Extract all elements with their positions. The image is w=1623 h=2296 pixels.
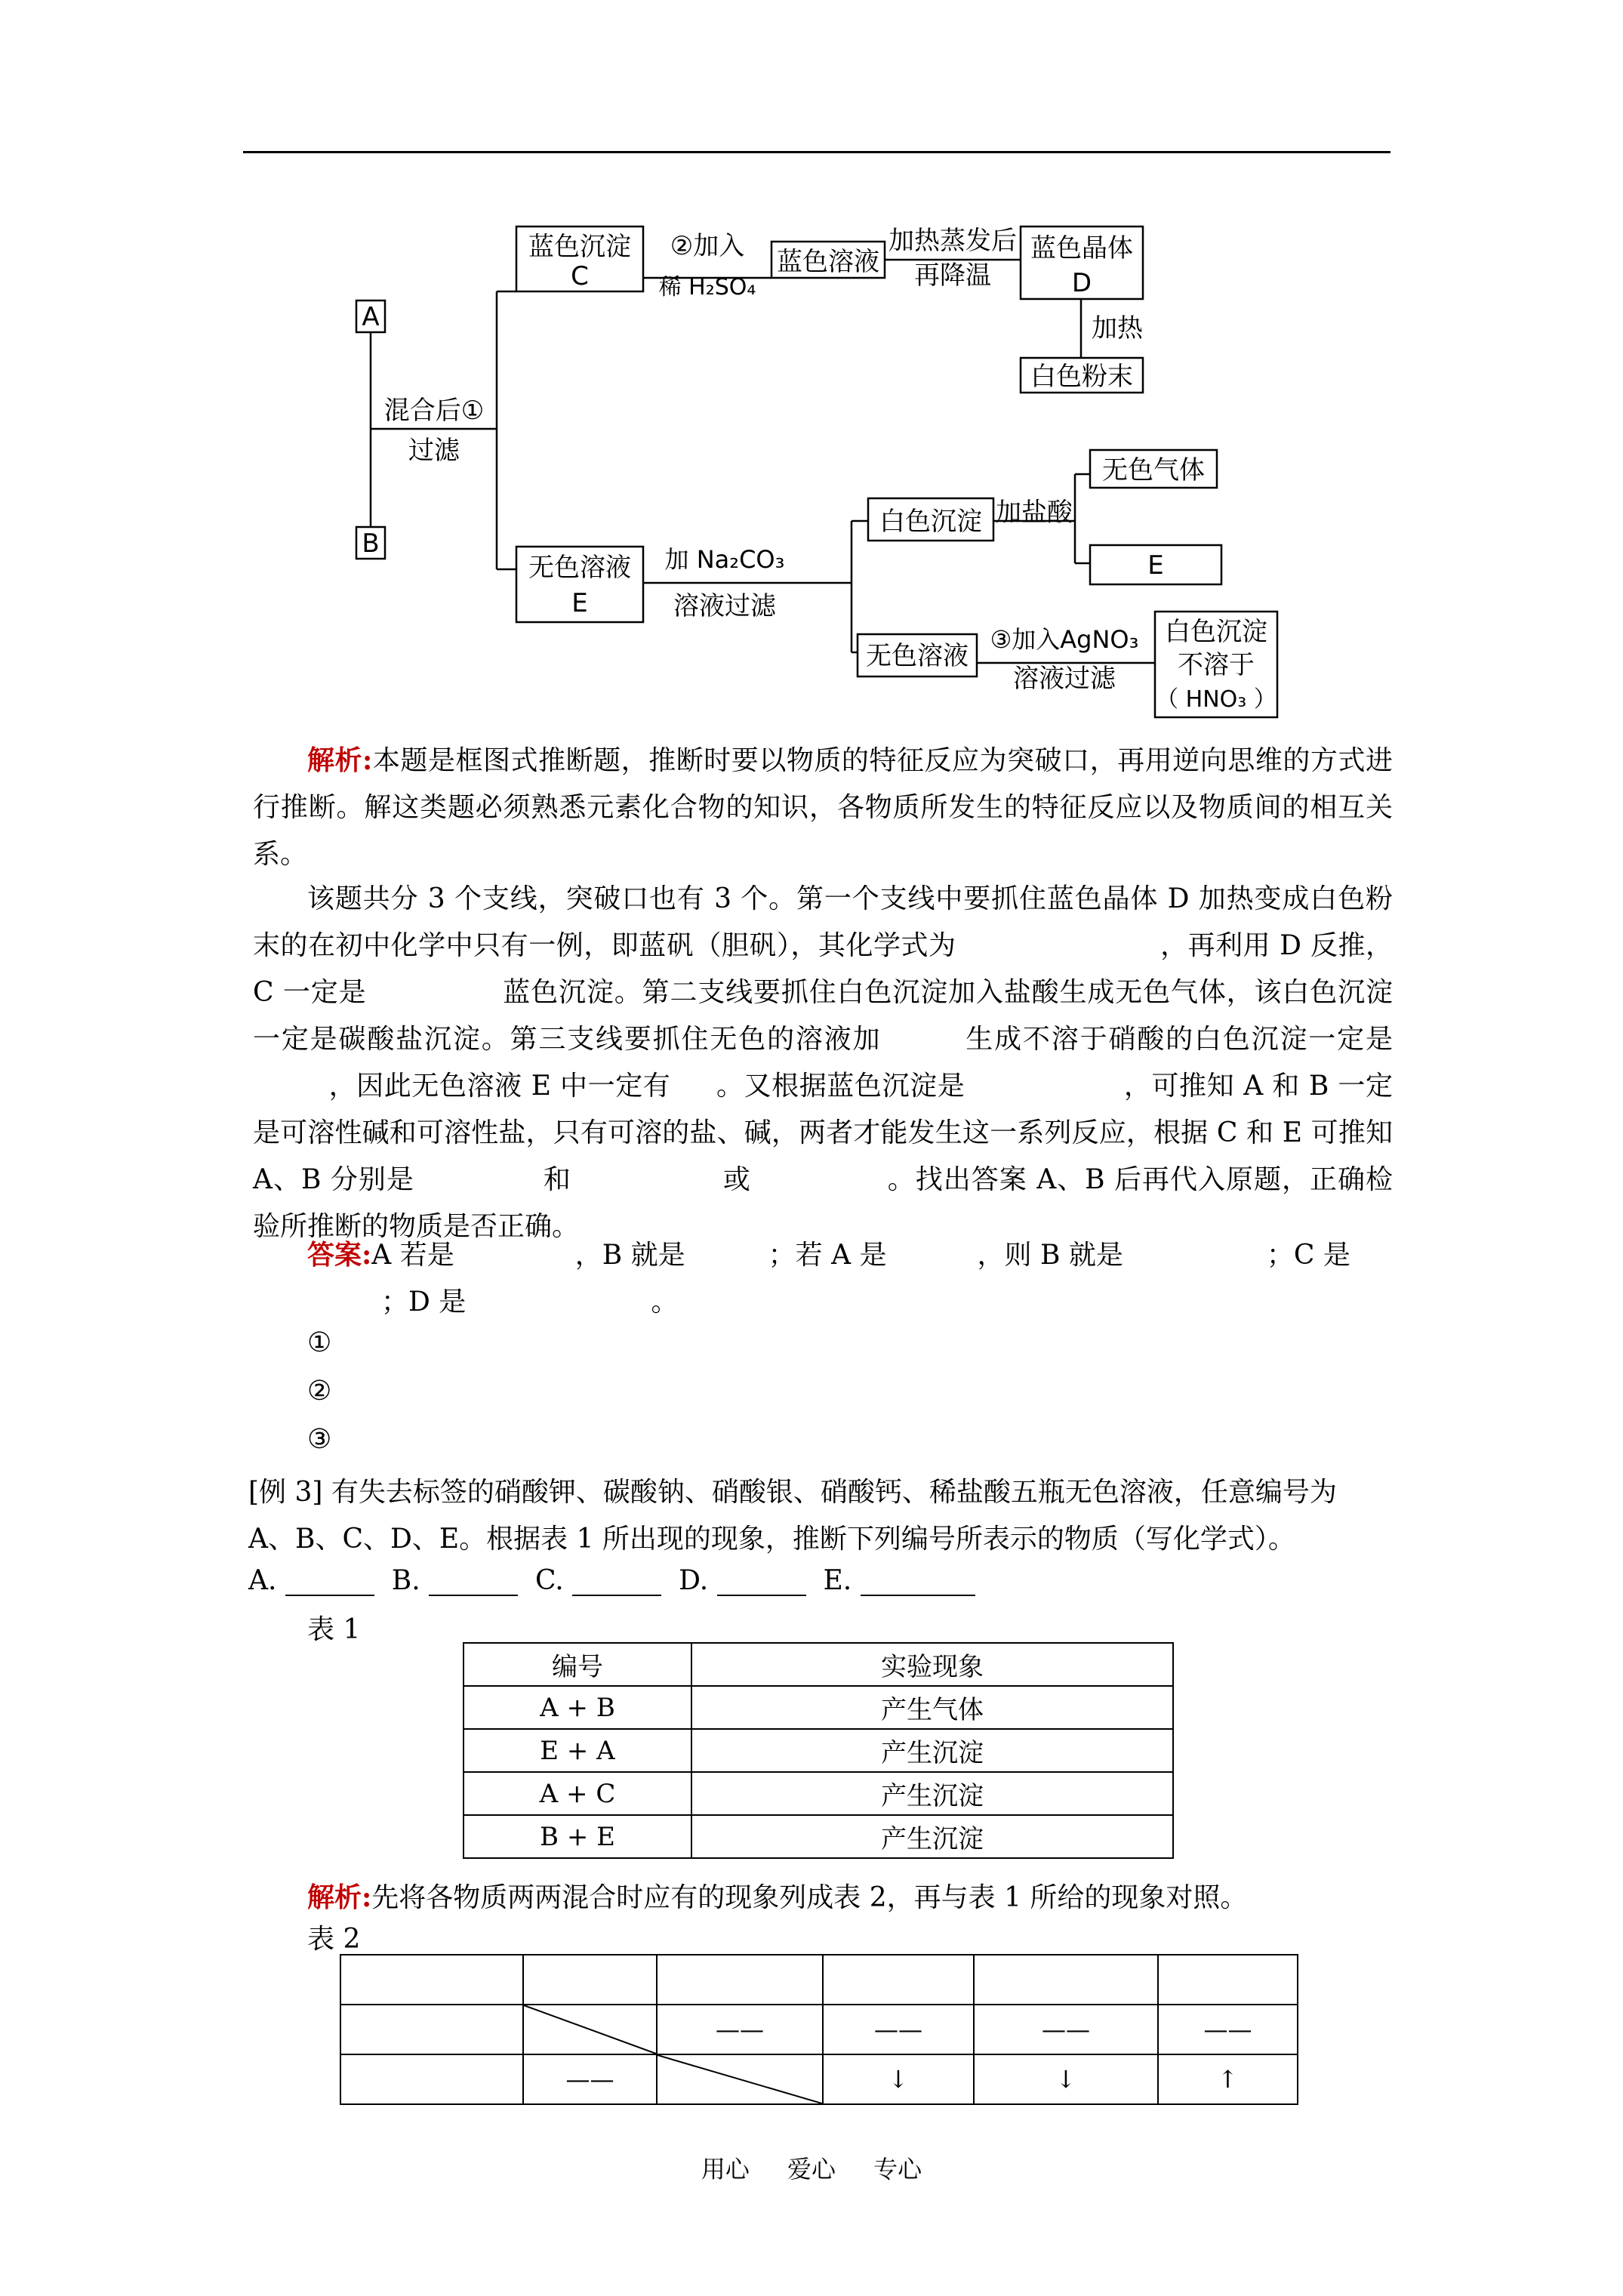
add-acid-1: ②加入 bbox=[670, 231, 745, 261]
table-row: —— ↓ ↓ ↑ bbox=[340, 2054, 1298, 2104]
heat-label: 加热 bbox=[1092, 313, 1143, 344]
white-powder: 白色粉末 bbox=[1030, 362, 1133, 392]
heat-evap-1: 加热蒸发后 bbox=[888, 226, 1017, 256]
blank-e[interactable] bbox=[861, 1564, 975, 1596]
table-row: A + C 产生沉淀 bbox=[463, 1772, 1173, 1815]
mix-label-2: 过滤 bbox=[408, 436, 460, 466]
blank-c[interactable] bbox=[572, 1564, 661, 1596]
node-a: A bbox=[362, 302, 380, 332]
answer-label: 答案: bbox=[307, 1239, 372, 1271]
circle-1: ① bbox=[307, 1327, 332, 1358]
final-label-1: 白色沉淀 bbox=[1165, 617, 1267, 647]
analysis-paragraph-2: 该题共分 3 个支线，突破口也有 3 个。第一个支线中要抓住蓝色晶体 D 加热变成白色粉末的在初中化学中只有一例，即蓝矾（胆矾），其化学式为 ，再利用 D 反推，C 一定是 蓝色沉淀。第二支线要抓住白色沉淀加入盐酸生成无色气体，该白色沉淀一定是碳酸盐沉淀。第三支线要抓住无色的溶液加 生成不溶于硝酸的白色沉淀一定是，因此无色溶液 E 中一定有 。又根据蓝色沉淀是 ，可推知 A 和 B 一定是可溶性碱和可溶性盐，只有可溶的盐、碱，两者才能发生这一系列反应，根据 C 和 E 可推知 A、B 分别是 和 或 。找出答案 A、B 后再代入原题，正确检验所推断的物质是否正确。 bbox=[253, 883, 1393, 1242]
colorless-sol-label: 无色溶液 bbox=[528, 553, 631, 583]
add-na2co3-2: 溶液过滤 bbox=[673, 591, 776, 621]
table1-caption: 表 1 bbox=[307, 1614, 361, 1645]
table-2 bbox=[340, 1954, 1298, 2105]
example3-blanks: A. B. C. D. E. bbox=[248, 1564, 975, 1596]
mix-label-1: 混合后① bbox=[383, 396, 485, 426]
table-1 bbox=[463, 1642, 1174, 1859]
blue-precip-c: C bbox=[571, 261, 589, 291]
circle-2: ② bbox=[307, 1376, 332, 1407]
analysis-label: 解析: bbox=[307, 744, 373, 776]
colorless-gas: 无色气体 bbox=[1102, 455, 1205, 485]
heat-evap-2: 再降温 bbox=[914, 260, 991, 291]
node-b: B bbox=[362, 529, 380, 559]
table2-caption: 表 2 bbox=[307, 1924, 361, 1955]
blank-a[interactable] bbox=[285, 1564, 374, 1596]
table-row: 编号 实验现象 bbox=[463, 1643, 1173, 1686]
page-footer: 用心 爱心 专心 bbox=[701, 2155, 922, 2184]
analysis-3: 解析:先将各物质两两混合时应有的现象列成表 2，再与表 1 所给的现象对照。 bbox=[307, 1881, 1248, 1913]
diagonal-cell bbox=[657, 2054, 823, 2104]
table-row: A + B 产生气体 bbox=[463, 1686, 1173, 1729]
add-acid-2: 稀 H₂SO₄ bbox=[658, 274, 756, 300]
colorless-sol-b: 无色溶液 bbox=[866, 641, 969, 671]
blank-d[interactable] bbox=[717, 1564, 806, 1596]
example3-line-2: A、B、C、D、E。根据表 1 所出现的现象，推断下列编号所表示的物质（写化学式）。 bbox=[248, 1524, 1295, 1555]
table-row: E + A 产生沉淀 bbox=[463, 1729, 1173, 1772]
flowchart-diagram bbox=[0, 0, 1623, 740]
colorless-sol-e: E bbox=[571, 588, 588, 618]
final-label-3: （ HNO₃ ） bbox=[1156, 686, 1277, 713]
table-row bbox=[340, 1955, 1298, 2005]
add-na2co3-1: 加 Na₂CO₃ bbox=[664, 545, 785, 574]
white-precip: 白色沉淀 bbox=[879, 507, 982, 537]
table-row: B + E 产生沉淀 bbox=[463, 1815, 1173, 1858]
add-hcl: 加盐酸 bbox=[996, 498, 1073, 528]
analysis-paragraph-1 bbox=[253, 737, 1393, 878]
diagonal-cell bbox=[523, 2005, 657, 2054]
answer-line-2: ；D 是 。 bbox=[381, 1287, 679, 1318]
final-label-2: 不溶于 bbox=[1178, 650, 1255, 680]
blank-b[interactable] bbox=[429, 1564, 518, 1596]
add-agno3-2: 溶液过滤 bbox=[1013, 664, 1116, 694]
blue-crystal-d: D bbox=[1071, 268, 1092, 298]
example3-line-1: [例 3] 有失去标签的硝酸钾、碳酸钠、硝酸银、硝酸钙、稀盐酸五瓶无色溶液，任意编号为 bbox=[248, 1477, 1337, 1508]
box-e-label: E bbox=[1147, 550, 1164, 581]
blue-solution: 蓝色溶液 bbox=[777, 247, 879, 277]
blue-crystal-label: 蓝色晶体 bbox=[1030, 233, 1133, 264]
add-agno3-1: ③加入AgNO₃ bbox=[990, 625, 1139, 654]
answer-line-1: 答案:A 若是 ，B 就是 ；若 A 是 ，则 B 就是 ；C 是 bbox=[307, 1239, 1350, 1271]
table-row: —— —— —— —— bbox=[340, 2005, 1298, 2054]
blue-precip-label: 蓝色沉淀 bbox=[528, 232, 631, 262]
analysis-text: 本题是框图式推断题，推断时要以物质的特征反应为突破口，再用逆向思维的方式进行推断。解这类题必须熟悉元素化合物的知识，各物质所发生的特征反应以及物质间的相互关系。 bbox=[253, 745, 1393, 870]
circle-3: ③ bbox=[307, 1424, 332, 1455]
